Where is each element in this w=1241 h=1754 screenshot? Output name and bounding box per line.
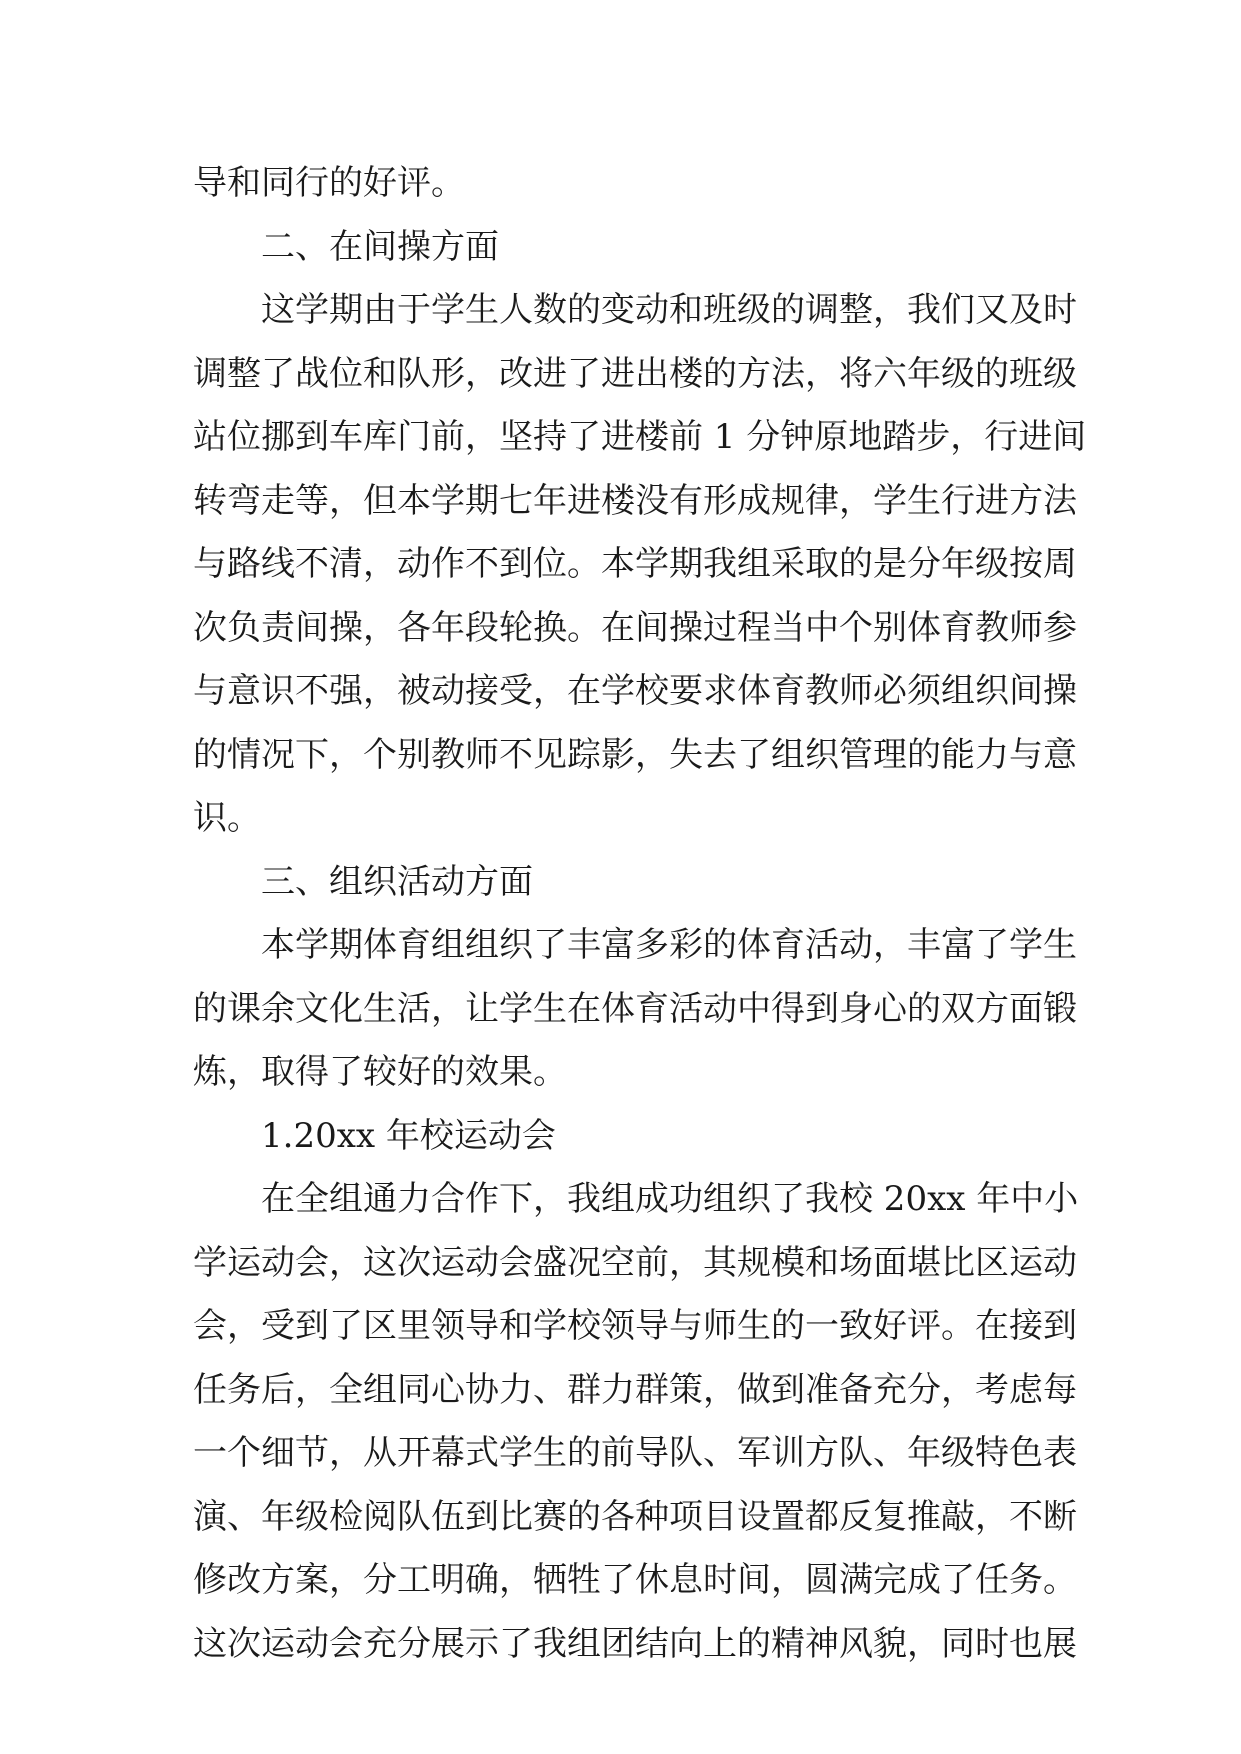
subsection-heading: 1.20xx 年校运动会 (261, 1115, 556, 1156)
text-line: 这次运动会充分展示了我组团结向上的精神风貌，同时也展 (193, 1623, 1077, 1664)
text-line: 次负责间操，各年段轮换。在间操过程当中个别体育教师参 (193, 607, 1077, 648)
paragraph-first-line: 在全组通力合作下，我组成功组织了我校 20xx 年中小 (261, 1179, 1079, 1219)
text-line: 的情况下，个别教师不见踪影，失去了组织管理的能力与意 (193, 734, 1077, 775)
text-line: 站位挪到车库门前，坚持了进楼前 1 分钟原地踏步，行进间 (193, 417, 1087, 457)
text-line: 演、年级检阅队伍到比赛的各种项目设置都反复推敲，不断 (193, 1496, 1077, 1537)
text-line: 导和同行的好评。 (193, 163, 465, 203)
text-line: 会，受到了区里领导和学校领导与师生的一致好评。在接到 (193, 1306, 1077, 1346)
text-line: 修改方案，分工明确，牺牲了休息时间，圆满完成了任务。 (193, 1560, 1077, 1600)
text-line: 学运动会，这次运动会盛况空前，其规模和场面堪比区运动 (193, 1242, 1077, 1283)
text-line: 识。 (193, 798, 261, 838)
text-line: 任务后，全组同心协力、群力群策，做到准备充分，考虑每 (193, 1369, 1077, 1410)
text-line: 炼，取得了较好的效果。 (193, 1052, 567, 1092)
section-heading: 二、在间操方面 (261, 226, 499, 267)
text-line: 调整了战位和队形，改进了进出楼的方法，将六年级的班级 (193, 353, 1077, 394)
text-line: 的课余文化生活，让学生在体育活动中得到身心的双方面锻 (193, 988, 1077, 1029)
text-line: 与意识不强，被动接受，在学校要求体育教师必须组织间操 (193, 671, 1077, 711)
text-line: 与路线不清，动作不到位。本学期我组采取的是分年级按周 (193, 544, 1077, 584)
paragraph-first-line: 这学期由于学生人数的变动和班级的调整，我们又及时 (261, 290, 1077, 330)
section-heading: 三、组织活动方面 (261, 861, 533, 902)
paragraph-first-line: 本学期体育组组织了丰富多彩的体育活动，丰富了学生 (261, 925, 1077, 965)
text-line: 一个细节，从开幕式学生的前导队、军训方队、年级特色表 (193, 1433, 1077, 1473)
body-text (193, 152, 1087, 1676)
text-line: 转弯走等，但本学期七年进楼没有形成规律，学生行进方法 (193, 480, 1077, 521)
